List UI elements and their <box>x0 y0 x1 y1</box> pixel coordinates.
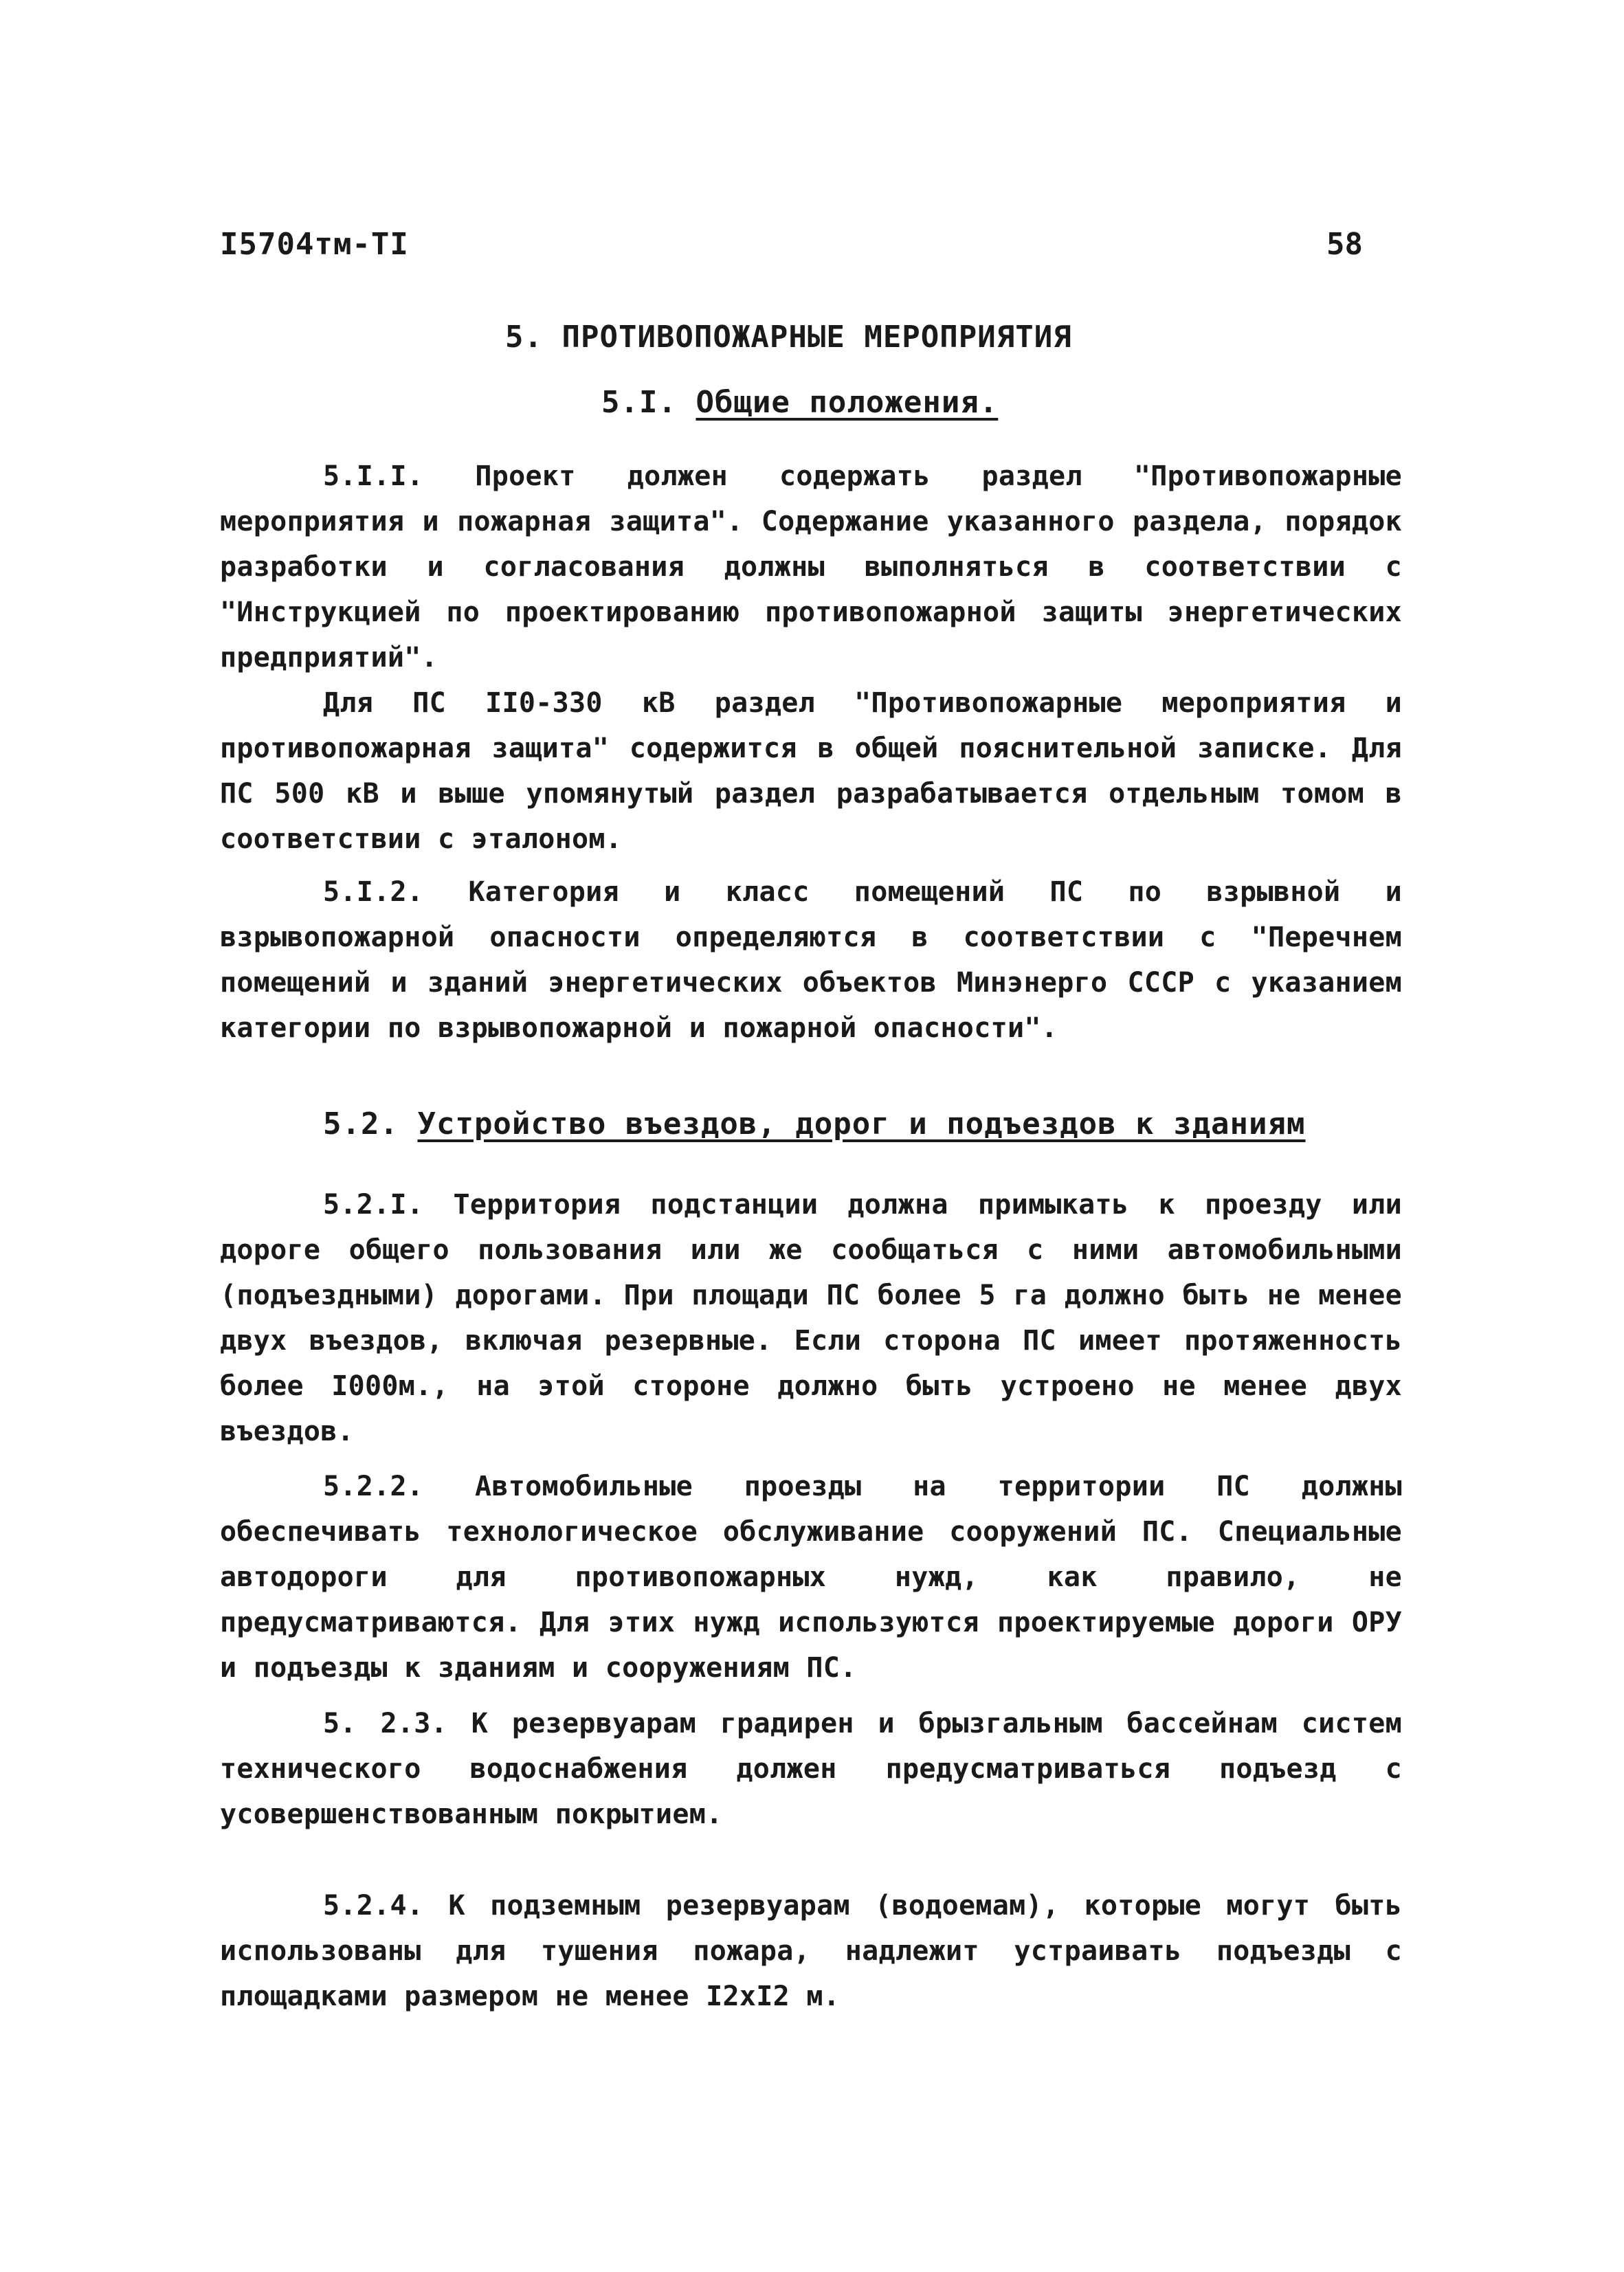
paragraph-5-1-1: 5.I.I. Проект должен содержать раздел "Противопожарные мероприятия и пожарная защита". Содержание указанного раздела, порядок разработки и согласования должны выполняться в соответствии с "Инструкцией по проектированию противопожарной защиты энергетических предприятий". <box>220 460 1402 673</box>
subsection-heading-1 <box>0 385 1624 420</box>
section-number: 5. <box>505 320 543 355</box>
paragraph-5-1-1-cont: Для ПС II0-330 кВ раздел "Противопожарные мероприятия и противопожарная защита" содержится в общей пояснительной записке. Для ПС 500 кВ и выше упомянутый раздел разрабатывается отдельным томом в соответствии с эталоном. <box>220 687 1402 855</box>
paragraph-5-2-3: 5. 2.3. К резервуарам градирен и брызгальным бассейнам систем технического водоснабжения должен предусматриваться подъезд с усовершенствованным покрытием. <box>220 1708 1402 1830</box>
subsection-title-1: Общие положения. <box>696 385 999 420</box>
section-title: ПРОТИВОПОЖАРНЫЕ МЕРОПРИЯТИЯ <box>561 320 1072 355</box>
paragraph-5-1-2: 5.I.2. Категория и класс помещений ПС по взрывной и взрывопожарной опасности определяются в соответствии с "Перечнем помещений и зданий энергетических объектов Минэнерго СССР с указанием категории по взрывопожарной и пожарной опасности". <box>220 876 1402 1044</box>
subsection-number-1: 5.I. <box>601 385 677 420</box>
subsection-number-2: 5.2. <box>323 1106 399 1141</box>
subsection-heading-2 <box>0 1106 1624 1141</box>
section-heading <box>0 320 1624 355</box>
subsection-title-2: Устройство въездов, дорог и подъездов к зданиям <box>417 1106 1306 1141</box>
paragraph-5-2-4: 5.2.4. К подземным резервуарам (водоемам), которые могут быть использованы для тушения пожара, надлежит устраивать подъезды с площадками размером не менее I2хI2 м. <box>220 1890 1402 2012</box>
page-number: 58 <box>1326 227 1363 262</box>
paragraph-5-2-1: 5.2.I. Территория подстанции должна примыкать к проезду или дороге общего пользования или же сообщаться с ними автомобильными (подъездными) дорогами. При площади ПС более 5 га должно быть не менее двух въездов, включая резервные. Если сторона ПС имеет протяженность более I000м., на этой стороне должно быть устроено не менее двух въездов. <box>220 1189 1402 1447</box>
document-code: I5704тм-TI <box>220 227 409 262</box>
paragraph-5-2-2: 5.2.2. Автомобильные проезды на территории ПС должны обеспечивать технологическое обслуживание сооружений ПС. Специальные автодороги для противопожарных нужд, как правило, не предусматриваются. Для этих нужд используются проектируемые дороги ОРУ и подъезды к зданиям и сооружениям ПС. <box>220 1471 1402 1684</box>
